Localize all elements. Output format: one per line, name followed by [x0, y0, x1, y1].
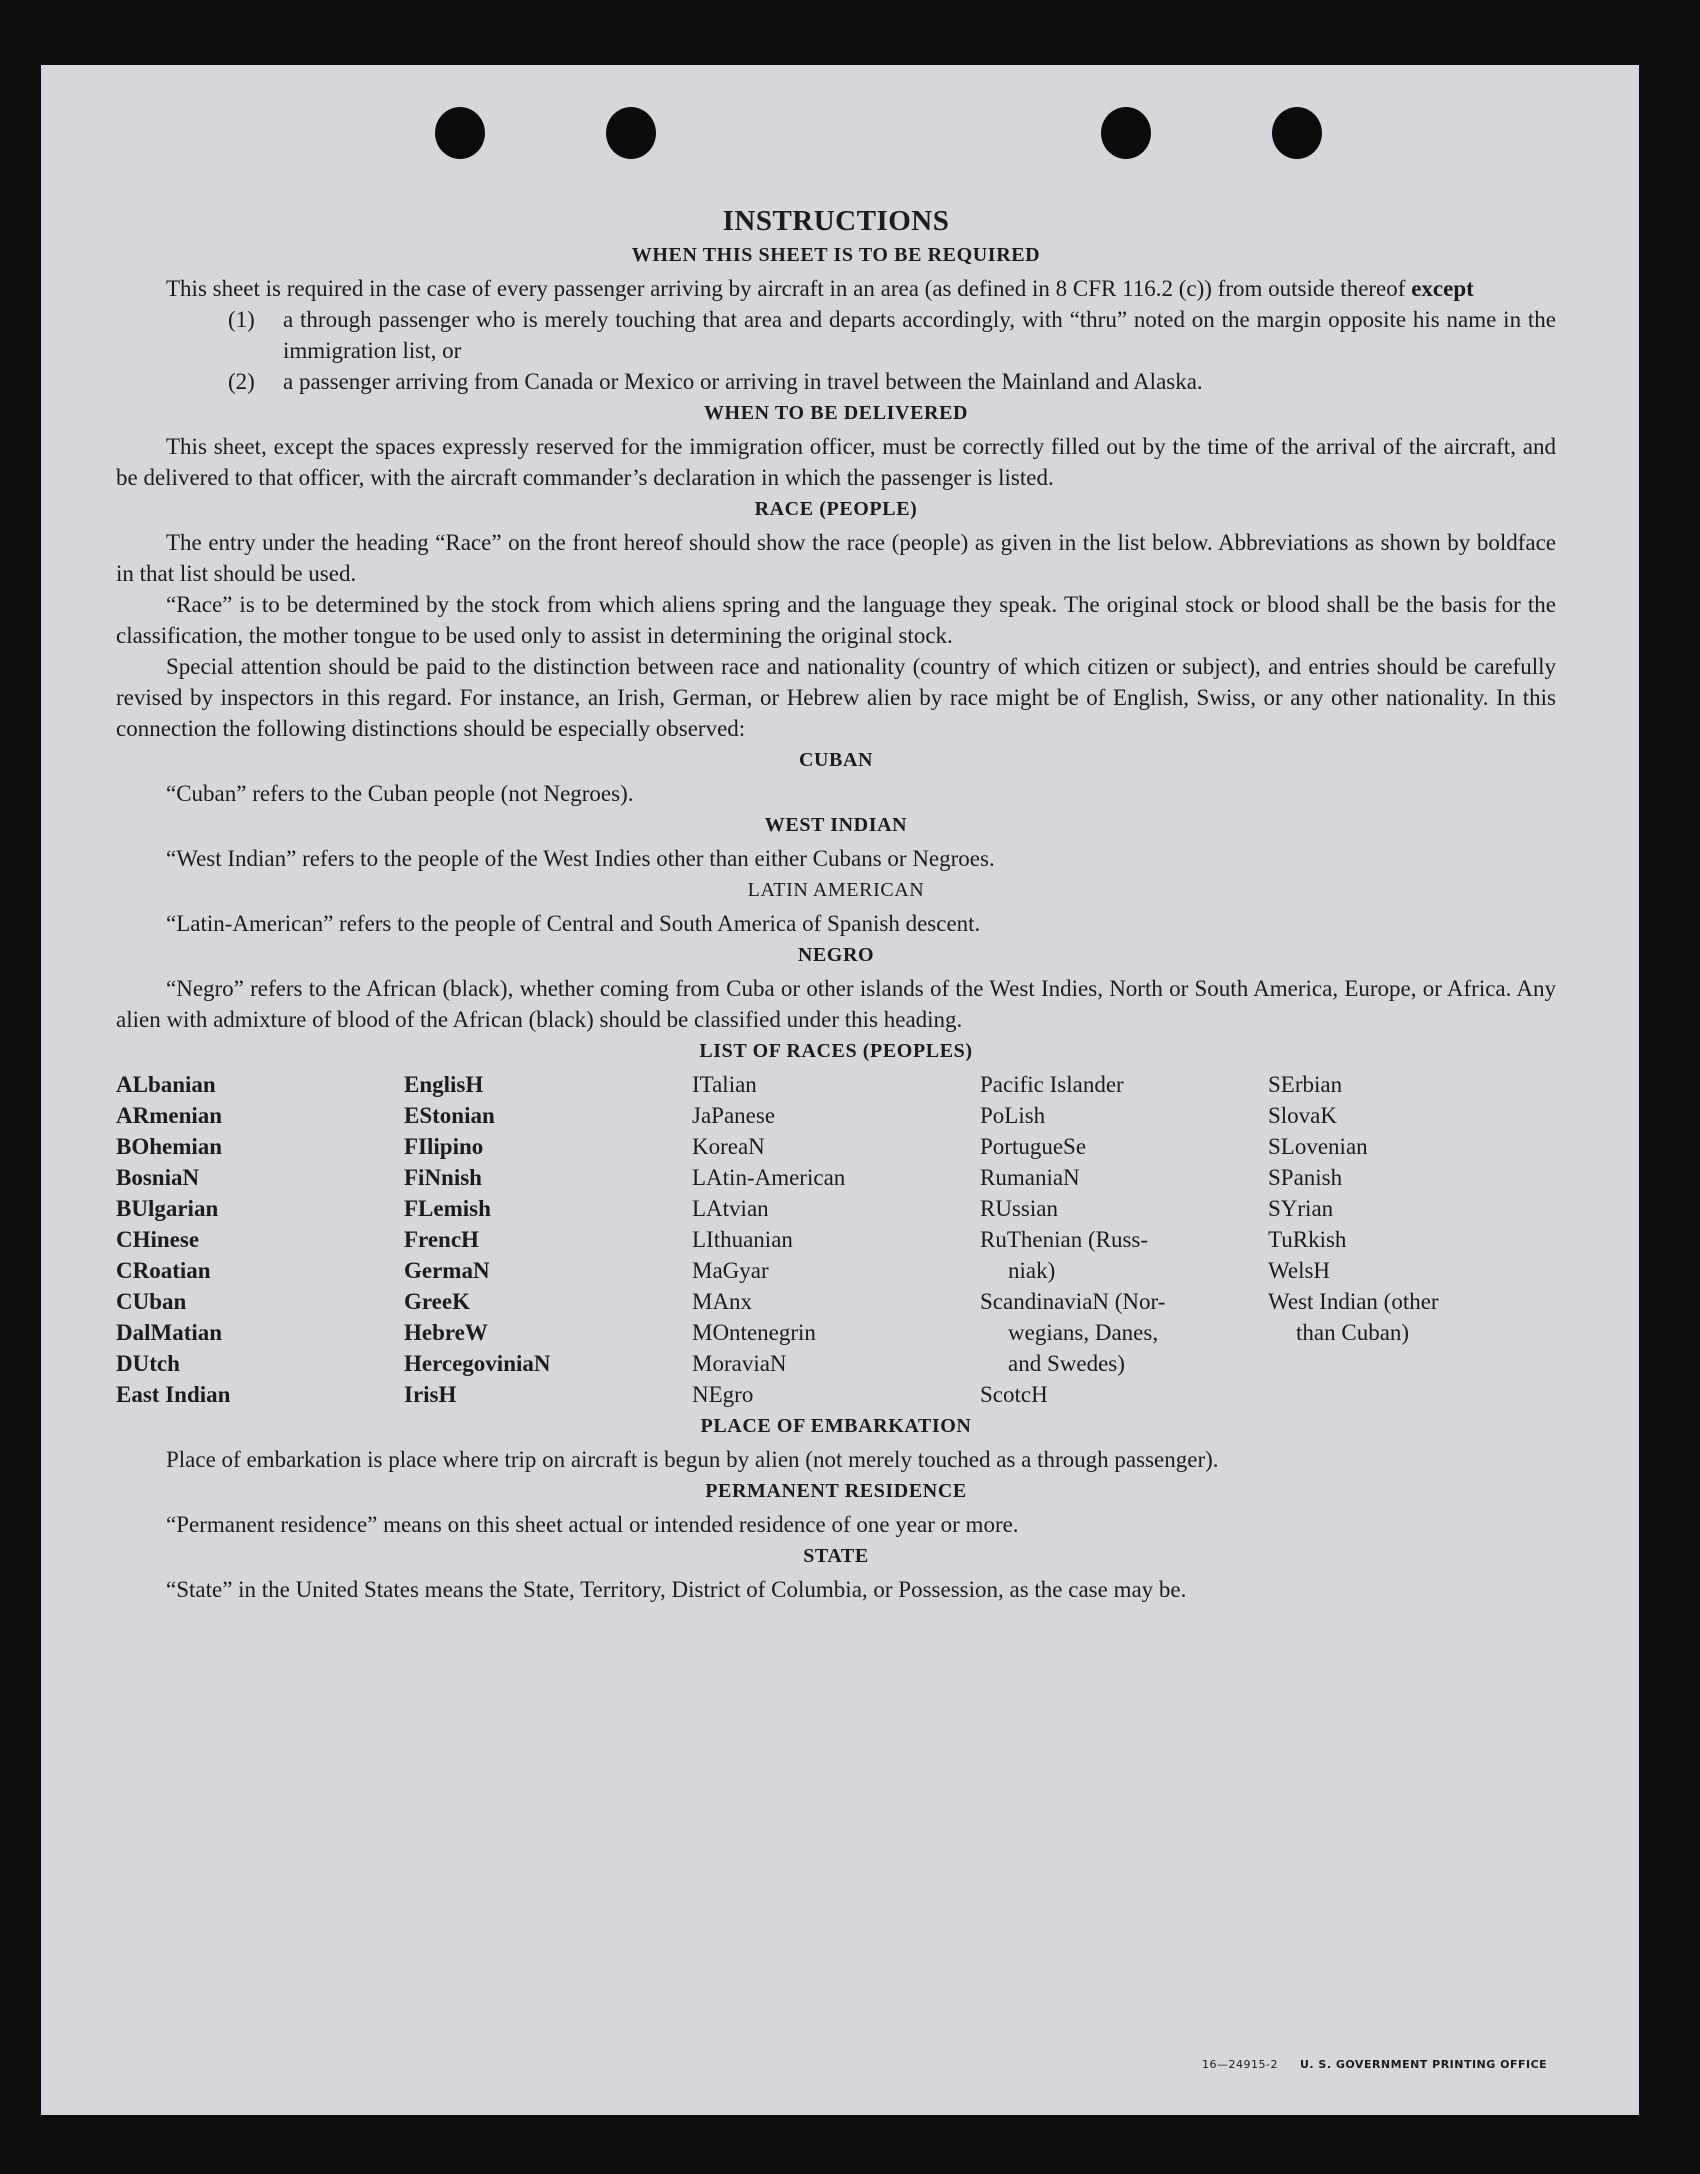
section-heading: LIST OF RACES (PEOPLES) [699, 1040, 973, 1062]
section-heading: PERMANENT RESIDENCE [705, 1480, 967, 1502]
instructions-body [116, 205, 1556, 1605]
race-entry: KoreaN [692, 1134, 765, 1159]
paragraph: “Cuban” refers to the Cuban people (not Negroes). [166, 781, 634, 806]
races-table [116, 1069, 1556, 1410]
race-entry: JaPanese [692, 1103, 776, 1128]
list-item [228, 366, 1556, 397]
paragraph [116, 273, 1556, 304]
paragraph: “Negro” refers to the African (black), whether coming from Cuba or other islands of the West Indies, North or South America, Europe, or Africa. Any alien with admixture of blood of the African (black) should be classified under this heading. [116, 976, 1556, 1032]
section-heading: PLACE OF EMBARKATION [700, 1415, 972, 1437]
race-entry: ALbanian [116, 1072, 216, 1097]
paragraph: This sheet, except the spaces expressly reserved for the immigration officer, must be correctly filled out by the time of the arrival of the aircraft, and be delivered to that officer, with the aircraft commander’s declaration in which the passenger is listed. [116, 434, 1556, 490]
race-entry: East Indian [116, 1382, 231, 1407]
races-column [1268, 1069, 1556, 1410]
races-column [692, 1069, 980, 1410]
race-entry: RuThenian (Russ- [980, 1227, 1149, 1252]
race-entry: DalMatian [116, 1320, 223, 1345]
item-text: a through passenger who is merely touching that area and departs accordingly, with “thru” noted on the margin opposite his name in the immigration list, or [283, 307, 1556, 363]
race-entry: LAtin-American [692, 1165, 846, 1190]
paragraph: “Permanent residence” means on this sheet actual or intended residence of one year or more. [166, 1512, 1019, 1537]
race-entry: CUban [116, 1289, 187, 1314]
race-entry: wegians, Danes, [1008, 1320, 1159, 1345]
race-entry: BOhemian [116, 1134, 223, 1159]
race-entry: Pacific Islander [980, 1072, 1124, 1097]
race-entry: SPanish [1268, 1165, 1343, 1190]
section-heading: WHEN TO BE DELIVERED [703, 402, 969, 424]
race-entry: MaGyar [692, 1258, 769, 1283]
paragraph: Special attention should be paid to the distinction between race and nationality (country of which citizen or subject), and entries should be carefully revised by inspectors in this regard. For instance, an Irish, German, or Hebrew alien by race might be of English, Swiss, or any other nationality. In this connection the following distinctions should be especially observed: [116, 654, 1556, 741]
races-column [404, 1069, 692, 1410]
race-entry: FIlipino [404, 1134, 484, 1159]
race-entry: EStonian [404, 1103, 495, 1128]
race-entry: LAtvian [692, 1196, 769, 1221]
paragraph: The entry under the heading “Race” on the front hereof should show the race (people) as given in the list below. Abbreviations as shown by boldface in that list should be used. [116, 530, 1556, 586]
race-entry: MoraviaN [692, 1351, 787, 1376]
race-entry: EnglisH [404, 1072, 484, 1097]
race-entry: WelsH [1268, 1258, 1331, 1283]
race-entry: GreeK [404, 1289, 470, 1314]
race-entry: CHinese [116, 1227, 200, 1252]
race-entry: ITalian [692, 1072, 757, 1097]
document-page [41, 65, 1639, 2115]
section-heading: WHEN THIS SHEET IS TO BE REQUIRED [631, 244, 1041, 266]
race-entry: GermaN [404, 1258, 490, 1283]
paragraph: Place of embarkation is place where trip on aircraft is begun by alien (not merely touched as a through passenger). [166, 1447, 1219, 1472]
race-entry: NEgro [692, 1382, 754, 1407]
races-column [116, 1069, 404, 1410]
emphasis-text: except [1411, 276, 1474, 301]
race-entry: West Indian (other [1268, 1289, 1439, 1314]
punch-hole [606, 107, 656, 159]
race-entry: SYrian [1268, 1196, 1334, 1221]
race-entry: ScandinaviaN (Nor- [980, 1289, 1166, 1314]
list-item [228, 304, 1556, 366]
paragraph: “State” in the United States means the State, Territory, District of Columbia, or Possession, as the case may be. [166, 1577, 1187, 1602]
race-entry: ARmenian [116, 1103, 223, 1128]
race-entry: RUssian [980, 1196, 1058, 1221]
paragraph: “West Indian” refers to the people of the West Indies other than either Cubans or Negroes. [166, 846, 995, 871]
section-heading: LATIN AMERICAN [747, 879, 925, 901]
race-entry: HercegoviniaN [404, 1351, 551, 1376]
form-number: 16—24915-2 [1202, 2058, 1278, 2071]
race-entry: MAnx [692, 1289, 753, 1314]
race-entry: PortugueSe [980, 1134, 1087, 1159]
paragraph: “Latin-American” refers to the people of Central and South America of Spanish descent. [166, 911, 981, 936]
printer-imprint: U. S. GOVERNMENT PRINTING OFFICE [1299, 2058, 1548, 2071]
section-heading: RACE (PEOPLE) [754, 498, 918, 520]
races-column [980, 1069, 1268, 1410]
race-entry: CRoatian [116, 1258, 211, 1283]
race-entry: ScotcH [980, 1382, 1048, 1407]
paragraph: “Race” is to be determined by the stock from which aliens spring and the language they speak. The original stock or blood shall be the basis for the classification, the mother tongue to be used only to assist in determining the original stock. [116, 592, 1556, 648]
paragraph-text: This sheet is required in the case of every passenger arriving by aircraft in an area (as defined in 8 CFR 116.2 (c)) from outside thereof [166, 276, 1412, 301]
section-heading: STATE [803, 1545, 869, 1567]
race-entry: DUtch [116, 1351, 180, 1376]
race-entry: SLovenian [1268, 1134, 1368, 1159]
race-entry: and Swedes) [1008, 1351, 1125, 1376]
print-footer [1202, 2058, 1547, 2071]
race-entry: SErbian [1268, 1072, 1343, 1097]
race-entry: BosniaN [116, 1165, 200, 1190]
race-entry: PoLish [980, 1103, 1046, 1128]
race-entry: IrisH [404, 1382, 457, 1407]
race-entry: than Cuban) [1296, 1320, 1410, 1345]
race-entry: FiNnish [404, 1165, 482, 1190]
race-entry: MOntenegrin [692, 1320, 816, 1345]
race-entry: SlovaK [1268, 1103, 1337, 1128]
section-heading: NEGRO [797, 944, 875, 966]
race-entry: HebreW [404, 1320, 488, 1345]
race-entry: LIthuanian [692, 1227, 793, 1252]
item-number: (1) [228, 307, 255, 332]
race-entry: FLemish [404, 1196, 491, 1221]
race-entry: BUlgarian [116, 1196, 219, 1221]
section-heading: WEST INDIAN [764, 814, 908, 836]
race-entry: niak) [1008, 1258, 1056, 1283]
punch-hole [1272, 107, 1322, 159]
race-entry: RumaniaN [980, 1165, 1080, 1190]
item-number: (2) [228, 369, 255, 394]
section-heading: CUBAN [798, 749, 874, 771]
race-entry: TuRkish [1268, 1227, 1347, 1252]
item-text: a passenger arriving from Canada or Mexico or arriving in travel between the Mainland and Alaska. [283, 369, 1203, 394]
punch-hole [435, 107, 485, 159]
punch-hole [1101, 107, 1151, 159]
page-title: INSTRUCTIONS [722, 205, 950, 237]
race-entry: FrencH [404, 1227, 479, 1252]
